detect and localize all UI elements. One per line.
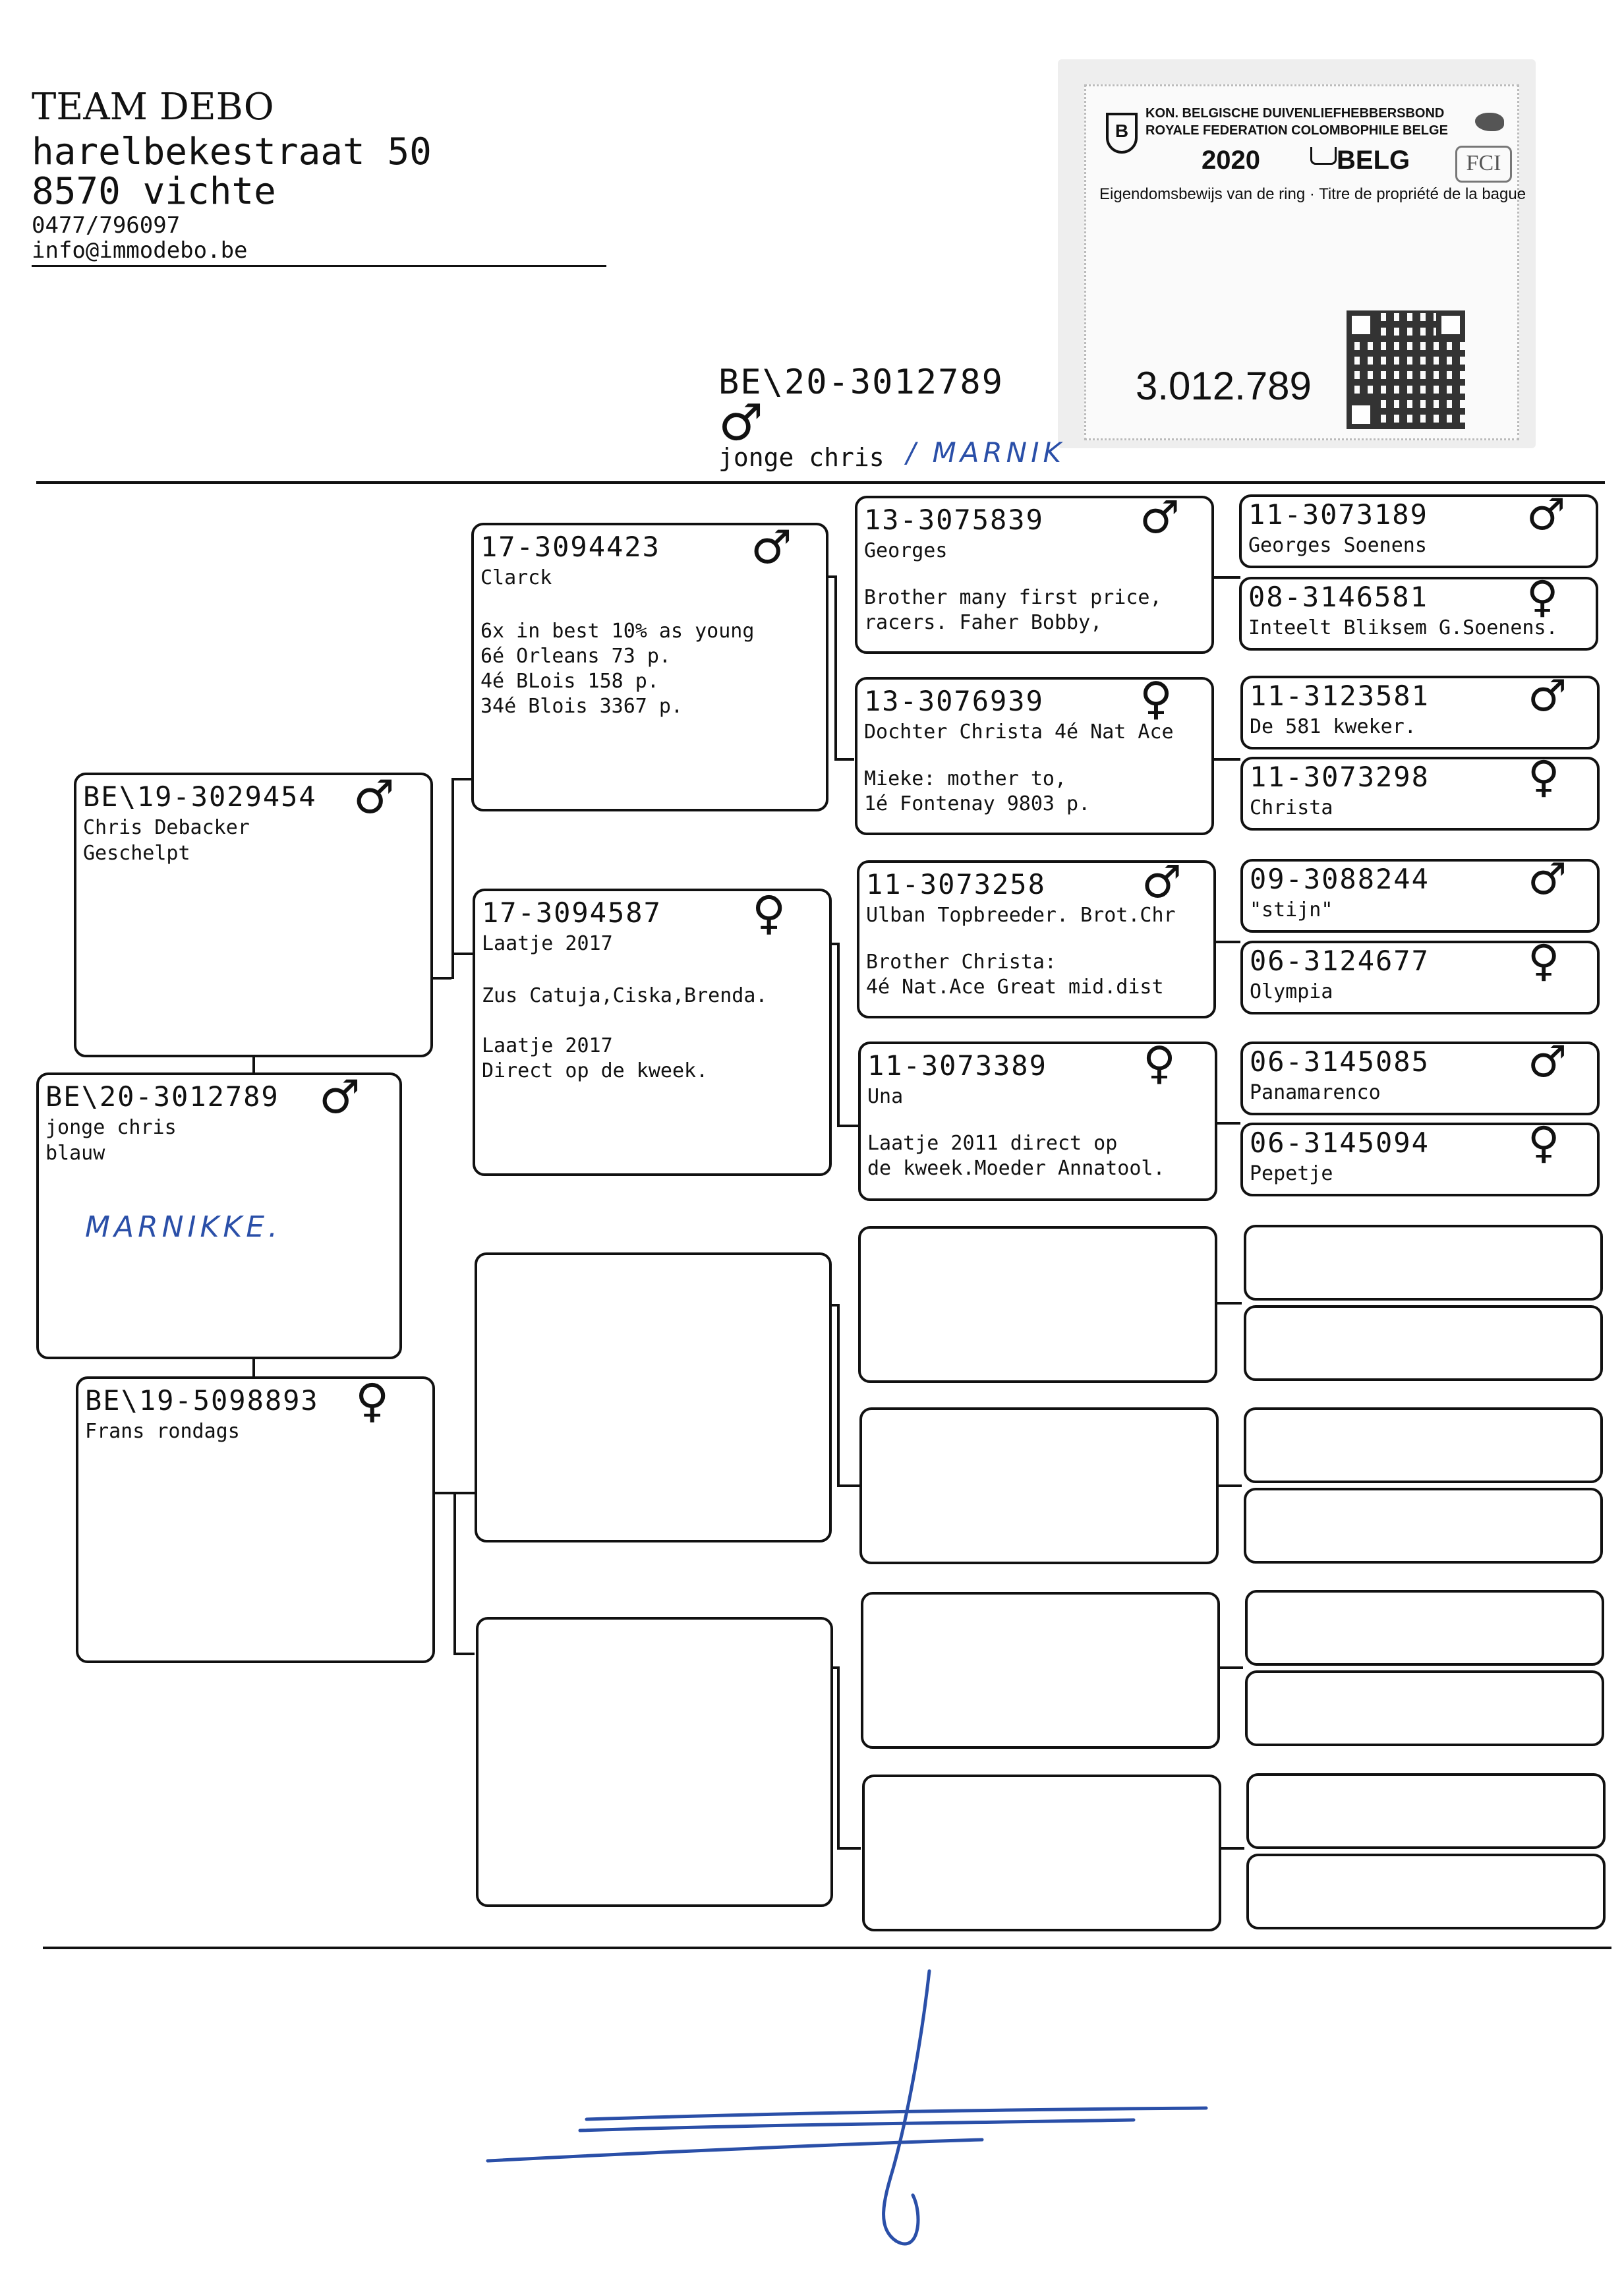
qr-code-icon	[1347, 310, 1465, 429]
female-symbol-icon: ♀	[1140, 673, 1173, 725]
pigeon-info: Zus Catuja,Ciska,Brenda. Laatje 2017 Direct op de kweek.	[482, 984, 768, 1082]
male-symbol-icon: ♂	[1528, 670, 1567, 721]
connector	[453, 1653, 475, 1655]
pedigree-g5-8	[1240, 1117, 1600, 1196]
city-address: 8570 vichte	[32, 170, 276, 213]
pedigree-sire	[74, 770, 433, 1057]
pigeon-info: Laatje 2011 direct op de kweek.Moeder Annatool.	[867, 1132, 1165, 1180]
phone-number: 0477/796097	[32, 212, 181, 239]
pigeon-name: Georges	[864, 539, 948, 562]
pedigree-empty-box	[1244, 1488, 1603, 1564]
bottom-divider	[43, 1947, 1611, 1949]
sticker-country: BELG	[1337, 146, 1410, 175]
ring-number: 06-3124677	[1250, 945, 1430, 977]
connector	[252, 1358, 255, 1378]
connector	[453, 1492, 456, 1655]
connector	[432, 977, 451, 980]
header-underline	[32, 265, 606, 267]
pigeon-name: Georges Soenens	[1248, 534, 1427, 557]
male-symbol-icon: ♂	[1528, 854, 1567, 904]
pigeon-name: Christa	[1250, 796, 1333, 819]
pigeon-info: Mieke: mother to, 1é Fontenay 9803 p.	[864, 767, 1091, 815]
connector	[1214, 758, 1240, 761]
ring-ownership-sticker	[1058, 59, 1536, 448]
connector	[451, 953, 475, 955]
connector	[1214, 941, 1240, 943]
pedigree-empty-box	[861, 1592, 1220, 1749]
connector	[1215, 1484, 1242, 1487]
pedigree-empty-box	[475, 1252, 832, 1542]
pedigree-self	[36, 1072, 402, 1359]
female-symbol-icon: ♀	[355, 1374, 390, 1428]
pedigree-ssd	[855, 673, 1214, 835]
male-symbol-icon: ♂	[1526, 489, 1566, 540]
pigeon-name: jonge chris	[45, 1116, 177, 1139]
handwritten-owner-name: / MARNIK	[906, 436, 1065, 469]
pedigree-g5-7	[1240, 1036, 1600, 1115]
male-symbol-icon: ♂	[319, 1070, 361, 1124]
ring-number: 11-3073189	[1248, 498, 1428, 531]
street-address: harelbekestraat 50	[32, 131, 432, 173]
sticker-title: Eigendomsbewijs van de ring · Titre de propriété de la bague	[1099, 185, 1526, 203]
pedigree-sds	[857, 856, 1216, 1018]
pigeon-name: De 581 kweker.	[1250, 715, 1416, 738]
pigeon-info: Brother many first price, racers. Faher Bobby,	[864, 586, 1162, 634]
ring-number: BE\19-5098893	[85, 1384, 319, 1417]
connector	[1215, 1302, 1242, 1305]
ring-number: 17-3094423	[480, 531, 660, 563]
male-symbol-icon: ♂	[1140, 492, 1180, 544]
pigeon-name: Chris Debacker	[83, 816, 250, 839]
pedigree-g5-2	[1239, 572, 1598, 651]
pigeon-name: "stijn"	[1250, 898, 1333, 922]
pigeon-info: Geschelpt	[83, 842, 190, 865]
pedigree-g5-4	[1240, 751, 1600, 831]
pedigree-empty-box	[1244, 1305, 1603, 1381]
ring-number: 06-3145094	[1250, 1127, 1430, 1159]
ring-number: BE\19-3029454	[83, 780, 317, 813]
female-symbol-icon: ♀	[752, 886, 786, 940]
pigeon-name: Panamarenco	[1250, 1081, 1381, 1104]
pigeon-info: Brother Christa: 4é Nat.Ace Great mid.dist	[866, 951, 1164, 999]
connector	[1214, 1122, 1240, 1125]
pigeon-name: Pepetje	[1250, 1162, 1333, 1185]
pedigree-empty-box	[1245, 1670, 1604, 1746]
pedigree-sire-sire	[471, 520, 828, 811]
connector	[837, 943, 840, 1127]
connector	[1217, 1666, 1243, 1669]
ring-number: 11-3073298	[1250, 761, 1430, 793]
pedigree-empty-box	[1246, 1854, 1606, 1929]
connector	[837, 1304, 840, 1487]
connector	[1218, 1847, 1244, 1850]
pigeon-icon	[1475, 113, 1504, 131]
pedigree-sire-dam	[473, 886, 832, 1176]
pigeon-name: Dochter Christa 4é Nat Ace	[864, 720, 1174, 744]
pedigree-g5-5	[1240, 854, 1600, 933]
pigeon-name: Olympia	[1250, 980, 1333, 1003]
sticker-org-fr: ROYALE FEDERATION COLOMBOPHILE BELGE	[1146, 123, 1448, 138]
female-symbol-icon: ♀	[1526, 572, 1559, 622]
sticker-ring-number: 3.012.789	[1136, 364, 1312, 408]
connector	[837, 1484, 859, 1487]
ring-number: BE\20-3012789	[45, 1080, 279, 1113]
pedigree-empty-box	[1244, 1225, 1603, 1301]
ring-number: 13-3076939	[864, 685, 1044, 717]
subject-name: jonge chris	[718, 443, 884, 472]
ring-number: 11-3123581	[1250, 680, 1430, 712]
connector	[434, 1492, 453, 1494]
pedigree-empty-box	[859, 1407, 1219, 1564]
female-symbol-icon: ♀	[1528, 1117, 1560, 1168]
pedigree-empty-box	[1246, 1773, 1606, 1849]
connector	[834, 575, 837, 760]
ring-number: 09-3088244	[1250, 863, 1430, 895]
connector	[837, 1125, 858, 1127]
connector	[837, 1666, 840, 1850]
connector	[834, 758, 854, 761]
female-symbol-icon: ♀	[1143, 1038, 1176, 1090]
pedigree-empty-box	[1244, 1407, 1603, 1483]
pedigree-g5-3	[1240, 670, 1600, 749]
connector	[451, 778, 454, 979]
pigeon-info: 6x in best 10% as young 6é Orleans 73 p. 4é BLois 158 p. 34é Blois 3367 p.	[480, 620, 755, 718]
subject-ring: BE\20-3012789	[718, 363, 1004, 402]
pedigree-empty-box	[862, 1775, 1221, 1931]
connector	[252, 1055, 255, 1074]
male-symbol-icon: ♂	[1142, 856, 1182, 908]
male-symbol-icon: ♂	[718, 393, 764, 452]
ring-number: 08-3146581	[1248, 581, 1428, 613]
male-symbol-icon: ♂	[353, 770, 395, 824]
connector	[453, 1492, 475, 1494]
male-symbol-icon: ♂	[1528, 1036, 1567, 1087]
pedigree-dam	[76, 1376, 435, 1663]
pedigree-empty-box	[1245, 1590, 1604, 1666]
pigeon-name: Frans rondags	[85, 1420, 240, 1443]
crest-icon: B	[1106, 113, 1138, 154]
crown-icon	[1310, 147, 1337, 165]
pedigree-sdd	[858, 1038, 1217, 1201]
handwritten-name: MARNIKKE.	[85, 1210, 282, 1244]
connector	[837, 1847, 861, 1850]
pedigree-empty-box	[858, 1226, 1217, 1383]
fci-logo: FCI	[1455, 146, 1512, 183]
sticker-year: 2020	[1202, 146, 1260, 175]
pedigree-g5-1	[1239, 489, 1598, 568]
sticker-org-nl: KON. BELGISCHE DUIVENLIEFHEBBERSBOND	[1146, 106, 1445, 121]
pigeon-name: Laatje 2017	[482, 932, 613, 955]
email-address[interactable]: info@immodebo.be	[32, 237, 248, 264]
pedigree-sss	[855, 492, 1214, 654]
male-symbol-icon: ♂	[751, 520, 792, 574]
team-name: TEAM DEBO	[32, 86, 274, 129]
top-divider	[36, 481, 1605, 484]
pigeon-name: Una	[867, 1085, 904, 1108]
ring-number: 13-3075839	[864, 504, 1044, 536]
connector	[1213, 576, 1240, 579]
ring-number: 11-3073389	[867, 1049, 1047, 1082]
ring-number: 06-3145085	[1250, 1045, 1430, 1078]
female-symbol-icon: ♀	[1528, 935, 1560, 986]
pedigree-empty-box	[476, 1617, 833, 1907]
pigeon-name: Clarck	[480, 566, 552, 589]
female-symbol-icon: ♀	[1528, 751, 1560, 802]
pedigree-g5-6	[1240, 935, 1600, 1014]
ring-number: 17-3094587	[482, 896, 662, 929]
pigeon-info: blauw	[45, 1142, 105, 1165]
ring-number: 11-3073258	[866, 868, 1046, 900]
pigeon-name: Ulban Topbreeder. Brot.Chr	[866, 904, 1176, 927]
pigeon-name: Inteelt Bliksem G.Soenens.	[1248, 616, 1558, 639]
sticker-card	[1084, 84, 1526, 440]
